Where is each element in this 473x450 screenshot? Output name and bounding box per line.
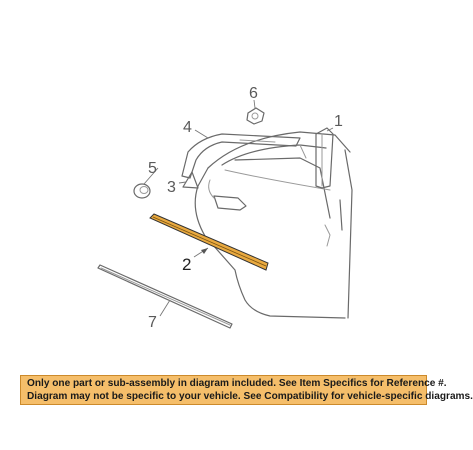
callout-5: 5 [148,160,157,177]
part-5-plug [134,184,150,198]
notice-line-1: Only one part or sub-assembly in diagram included. See Item Specifics for Reference #. [27,378,447,389]
part-7-lower-moulding [98,265,232,328]
callout-3: 3 [167,179,176,196]
callout-7: 7 [148,314,157,331]
callout-2: 2 [182,255,192,274]
callout-4: 4 [183,119,192,136]
notice-line-2: Diagram may not be specific to your vehicle. See Compatibility for vehicle-specific diagrams. [27,390,473,402]
part-1-pillar-applique [316,128,333,188]
part-6-clip [247,108,264,124]
rear-door-outline [195,132,352,318]
part-2-belt-moulding [150,214,268,270]
callout-6: 6 [249,85,258,102]
diagram-notice-banner [20,375,473,405]
door-handle [214,196,246,210]
callout-1: 1 [334,113,343,130]
part-3-trim-piece [183,172,198,188]
